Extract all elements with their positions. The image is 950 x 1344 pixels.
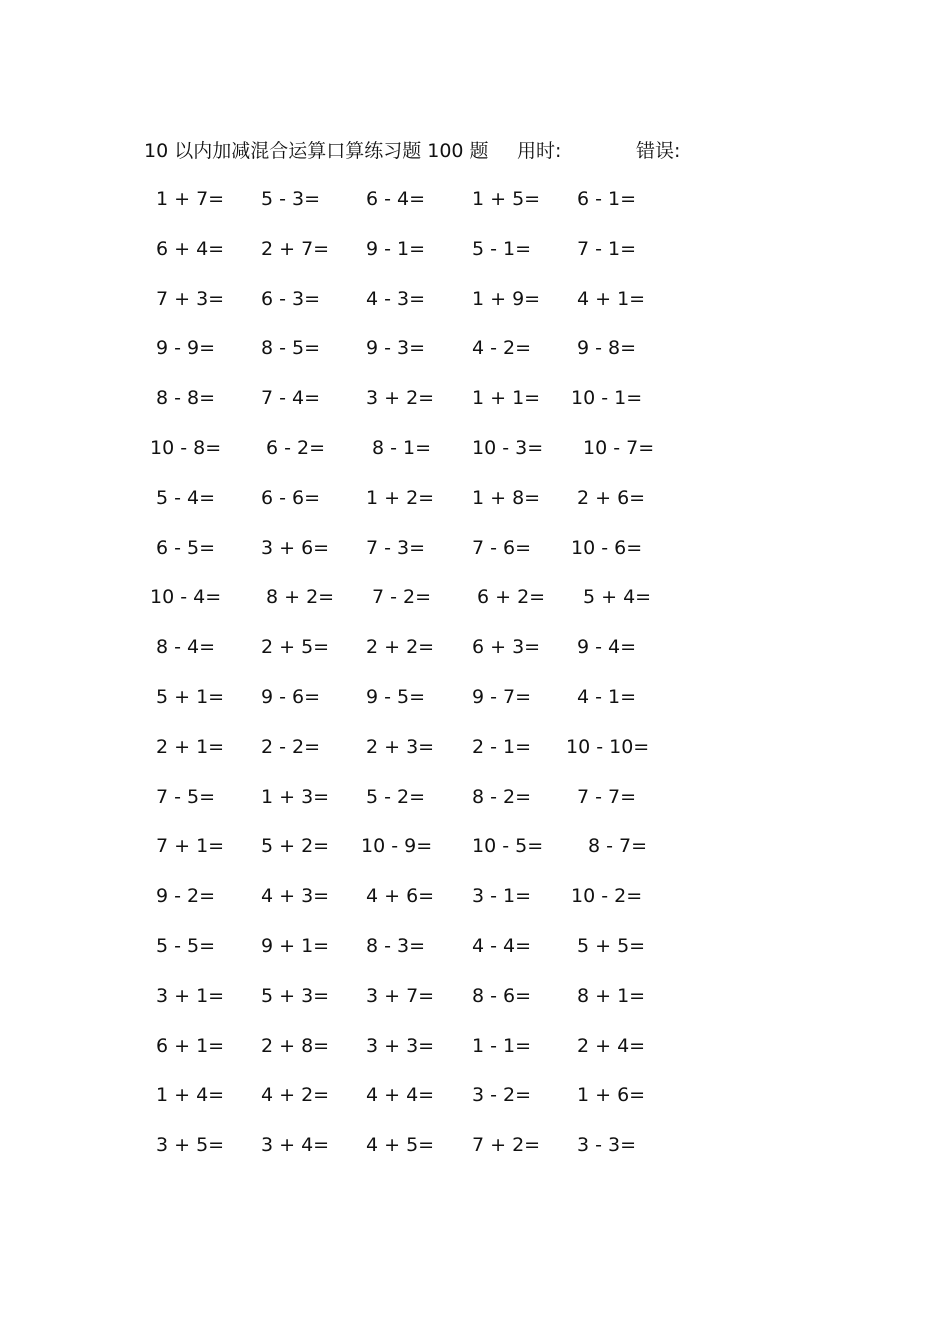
math-problem: 10 - 1= [571,387,643,409]
math-problem: 3 + 5= [156,1134,225,1156]
math-problem: 7 - 4= [261,387,321,409]
math-problem: 7 - 7= [577,786,637,808]
math-problem: 10 - 6= [571,537,643,559]
math-problem: 2 + 1= [156,736,225,758]
math-problem: 1 - 1= [472,1035,532,1057]
time-used-label: 用时: [517,140,562,162]
worksheet-title: 10 以内加减混合运算口算练习题 100 题 [144,140,489,162]
math-problem: 10 - 5= [472,835,544,857]
math-problem: 1 + 7= [156,188,225,210]
math-problem: 3 + 1= [156,985,225,1007]
math-problem: 5 + 2= [261,835,330,857]
math-problem: 4 - 1= [577,686,637,708]
math-problem: 10 - 10= [566,736,650,758]
math-problem: 3 + 2= [366,387,435,409]
math-problem: 2 + 6= [577,487,646,509]
math-problem: 6 - 4= [366,188,426,210]
math-problem: 10 - 9= [361,835,433,857]
math-problem: 9 - 4= [577,636,637,658]
math-problem: 8 - 1= [372,437,432,459]
math-problem: 9 - 8= [577,337,637,359]
math-problem: 7 - 3= [366,537,426,559]
math-problem: 4 - 2= [472,337,532,359]
math-problem: 4 + 2= [261,1084,330,1106]
math-problem: 7 + 2= [472,1134,541,1156]
math-problem: 5 + 4= [583,586,652,608]
math-problem: 2 + 5= [261,636,330,658]
math-problem: 9 - 1= [366,238,426,260]
math-problem: 4 + 5= [366,1134,435,1156]
math-problem: 7 + 1= [156,835,225,857]
math-problem: 3 + 6= [261,537,330,559]
math-problem: 8 - 6= [472,985,532,1007]
math-problem: 8 - 2= [472,786,532,808]
math-problem: 1 + 2= [366,487,435,509]
math-problem: 5 - 4= [156,487,216,509]
math-problem: 8 - 5= [261,337,321,359]
math-problem: 1 + 4= [156,1084,225,1106]
math-problem: 10 - 8= [150,437,222,459]
math-problem: 3 - 1= [472,885,532,907]
math-problem: 5 + 3= [261,985,330,1007]
math-problem: 1 + 3= [261,786,330,808]
math-problem: 7 - 1= [577,238,637,260]
math-problem: 9 + 1= [261,935,330,957]
math-problem: 2 + 7= [261,238,330,260]
math-problem: 6 - 5= [156,537,216,559]
math-problem: 2 - 2= [261,736,321,758]
math-problem: 2 - 1= [472,736,532,758]
math-problem: 9 - 3= [366,337,426,359]
math-problem: 6 - 6= [261,487,321,509]
math-problem: 1 + 6= [577,1084,646,1106]
math-problem: 10 - 3= [472,437,544,459]
math-problem: 3 + 4= [261,1134,330,1156]
math-problem: 6 + 2= [477,586,546,608]
math-problem: 4 + 4= [366,1084,435,1106]
math-problem: 9 - 6= [261,686,321,708]
math-problem: 8 + 2= [266,586,335,608]
math-problem: 3 + 7= [366,985,435,1007]
math-problem: 9 - 5= [366,686,426,708]
math-problem: 1 + 8= [472,487,541,509]
math-problem: 6 - 2= [266,437,326,459]
math-problem: 7 - 5= [156,786,216,808]
math-problem: 8 - 4= [156,636,216,658]
math-problem: 10 - 7= [583,437,655,459]
math-problem: 7 - 2= [372,586,432,608]
math-problem: 9 - 7= [472,686,532,708]
math-problem: 6 - 1= [577,188,637,210]
math-problem: 7 + 3= [156,288,225,310]
math-problem: 10 - 2= [571,885,643,907]
math-problem: 8 - 3= [366,935,426,957]
math-problem: 8 + 1= [577,985,646,1007]
math-problem: 6 - 3= [261,288,321,310]
math-problem: 3 - 3= [577,1134,637,1156]
math-problem: 2 + 4= [577,1035,646,1057]
error-count-label: 错误: [636,140,681,162]
math-problem: 4 + 3= [261,885,330,907]
math-problem: 3 + 3= [366,1035,435,1057]
math-problem: 2 + 3= [366,736,435,758]
math-problem: 8 - 7= [588,835,648,857]
math-problem: 7 - 6= [472,537,532,559]
math-problem: 2 + 8= [261,1035,330,1057]
math-problem: 4 + 6= [366,885,435,907]
math-problem: 10 - 4= [150,586,222,608]
math-problem: 4 + 1= [577,288,646,310]
math-problem: 5 + 5= [577,935,646,957]
math-problem: 1 + 9= [472,288,541,310]
math-problem: 6 + 4= [156,238,225,260]
math-problem: 4 - 3= [366,288,426,310]
math-problem: 6 + 1= [156,1035,225,1057]
math-problem: 5 - 5= [156,935,216,957]
math-problem: 5 - 3= [261,188,321,210]
math-problem: 4 - 4= [472,935,532,957]
math-problem: 5 - 1= [472,238,532,260]
math-problem: 5 + 1= [156,686,225,708]
math-problem: 2 + 2= [366,636,435,658]
math-problem: 9 - 2= [156,885,216,907]
math-problem: 8 - 8= [156,387,216,409]
math-problem: 1 + 5= [472,188,541,210]
math-problem: 5 - 2= [366,786,426,808]
math-problem: 9 - 9= [156,337,216,359]
math-problem: 1 + 1= [472,387,541,409]
math-problem: 6 + 3= [472,636,541,658]
math-problem: 3 - 2= [472,1084,532,1106]
